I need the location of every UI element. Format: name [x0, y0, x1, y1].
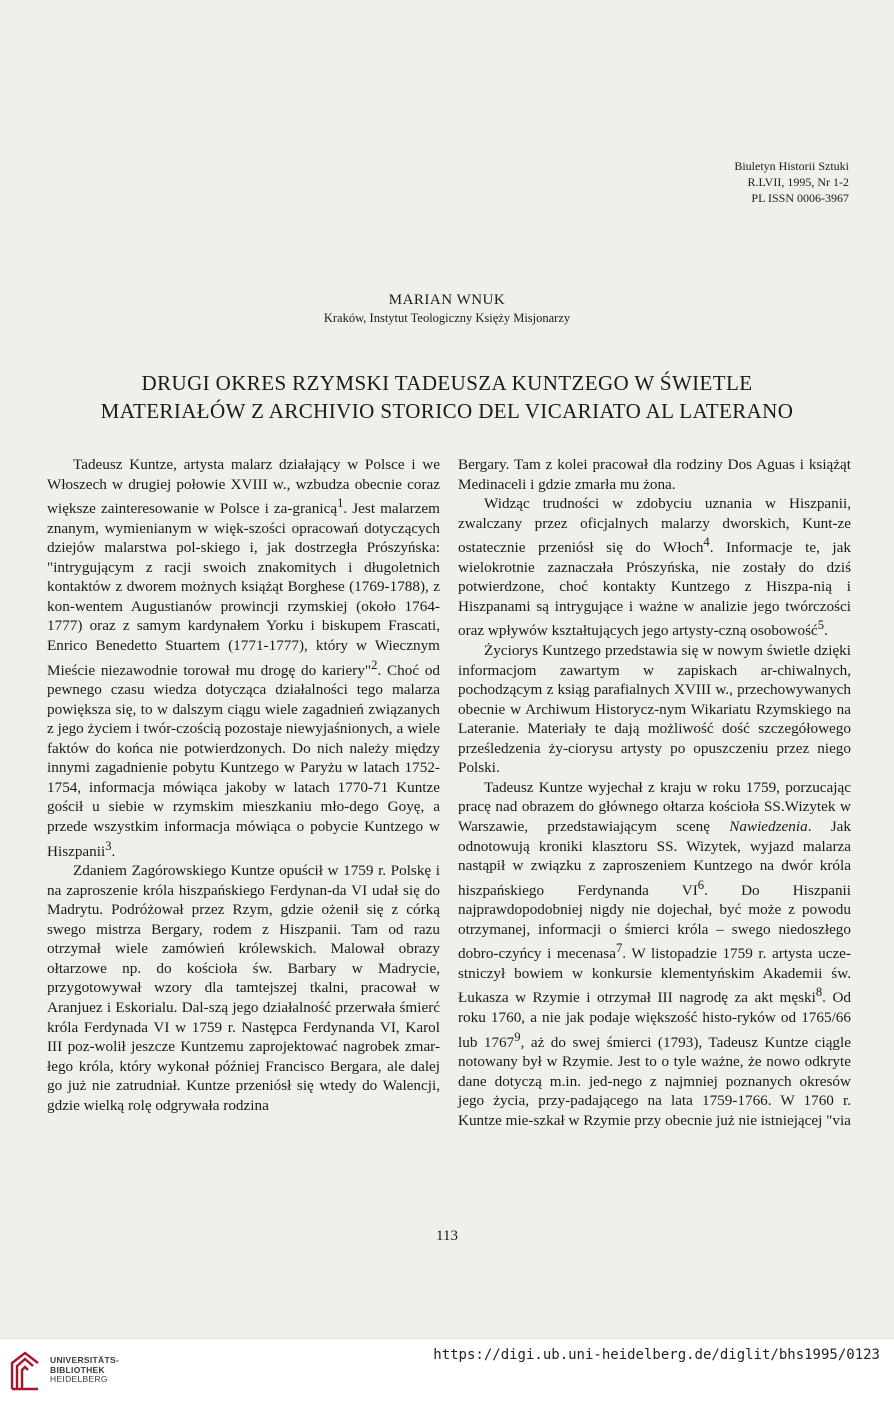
logo-line: UNIVERSITÄTS-: [50, 1355, 120, 1365]
journal-volume: R.LVII, 1995, Nr 1-2: [747, 175, 849, 189]
title-line-2: MATERIAŁÓW Z ARCHIVIO STORICO DEL VICARIATO AL LATERANO: [100, 399, 794, 423]
author-affiliation: Kraków, Instytut Teologiczny Księży Misjonarzy: [323, 311, 571, 325]
journal-info: [649, 158, 849, 206]
text-run: . Informacje te, jak wielokrotnie zaznaczała Prószyńska, nie zostały do dziś potwierdzone, choć kontakty Kuntzego z Hiszpa-nią i Hiszpanami są intrygujące i ważne w analizie jego twórczości oraz wpływów kształtujących jego artysty-czną osobowość: [458, 539, 851, 640]
journal-name: Biuletyn Historii Sztuki: [734, 159, 849, 173]
text-run: , aż do swej śmierci (1793), Tadeusz Kuntze ciągle notowany był w Rzymie. Jest to o tyle ważne, że nowo odkryte dane dotyczą m.in. jed-nego z najmniej poznanych okresów jego życia, przy-padającego na lata 1759-1766. W 1760 r. Kuntze mie-szkał w Rzymie przy obecnie już nie istniejącej "via: [458, 1033, 851, 1129]
italic-term: Nawiedzenia: [729, 817, 808, 835]
article-title: [60, 369, 834, 425]
title-line-1: DRUGI OKRES RZYMSKI TADEUSZA KUNTZEGO W ŚWIETLE: [141, 371, 753, 395]
paragraph: Bergary. Tam z kolei pracował dla rodziny Dos Aguas i książąt Medinaceli i gdzie zmarła mu żona.: [458, 456, 851, 493]
paragraph: Zdaniem Zagórowskiego Kuntze opuścił w 1759 r. Polskę i na zaproszenie króla hiszpańskiego Ferdynan-da VI udał się do Madrytu. Podróżował przez Rzym, gdzie ożenił się z córką swego mistrza Bergary, rodem z Hiszpanii. Tam od razu otrzymał wiele zamówień królewskich. Malował obrazy ołtarzowe np. do kościoła św. Barbary w Madrycie, przygotowywał wzory dla tamtejszej tkalni, pracował w Aranjuez i Eskorialu. Dal-szą jego działalność przerwała śmierć króla Ferdynada VI w 1759 r. Następca Ferdynanda VI, Karol III poz-wolił jeszcze Kuntzemu zaprojektować nagrobek zmar-łego króla, który wykonał później Francisco Bergara, ale dalej go już nie zatrudniał. Kuntze przeniósł się wtedy do Walencji, gdzie wielką rolę odgrywała rodzina: [47, 862, 440, 1114]
university-library-logo-icon[interactable]: [8, 1349, 42, 1393]
page-number: 113: [436, 1228, 458, 1244]
text-run: . Jak odnotowują kroniki klasztoru SS. Wizytek, wyjazd malarza nastąpił w związku z zaproszeniem Kuntzego na dwór króla hiszpańskiego Ferdynanda VI: [458, 817, 851, 899]
footnote-ref: 6: [697, 877, 705, 892]
left-column: [47, 455, 440, 1115]
text-run: . Od roku 1760, a nie jak podaje większość histo-ryków od 1765/66 lub 1767: [458, 989, 852, 1051]
text-run: .: [111, 842, 116, 860]
footnote-ref: 7: [615, 941, 623, 956]
footnote-ref: 1: [337, 496, 344, 511]
text-run: . W listopadzie 1759 r. artysta ucze-stniczył bowiem w konkursie klementyńskim Akademii św. Łukasza w Rzymie i otrzymał III nagrodę za akt męski: [458, 945, 851, 1007]
permalink-url[interactable]: https://digi.ub.uni-heidelberg.de/diglit/bhs1995/0123: [433, 1347, 880, 1363]
logo-line: BIBLIOTHEK: [50, 1364, 105, 1375]
text-run: Widząc trudności w zdobyciu uznania w Hiszpanii, zwalczany przez oficjalnych malarzy dworskich, Kunt-ze ostatecznie przeniósł się do Włoch: [458, 495, 851, 557]
text-run: .: [824, 622, 828, 640]
text-run: . Choć od pewnego czasu wiedza dotycząca działalności tego malarza powiększa się, to w dalszym ciągu wiele zagadnień związanych z jego życiem i twór-czością pozostaje niewyjaśnionych, a wiele faktów do końca nie potwierdzonych. Do nich należy między innymi zagadnienie pobytu Kuntzego w Paryżu w latach 1752-1754, informacja mówiąca jakoby w latach 1770-71 Kuntze gościł u siebie w rzymskim mieszkaniu mło-dego Goyę, a przede wszystkim informacja mówiąca o pobycie Kuntzego w Hiszpanii: [47, 661, 441, 860]
logo-line: HEIDELBERG: [50, 1374, 108, 1384]
author-name: MARIAN WNUK: [388, 292, 506, 308]
author-block: [0, 290, 894, 326]
text-run: . Do Hiszpanii najprawdopodobniej nigdy nie dojechał, być może z powodu otrzymanej, informacji o śmierci króla – swego niedoszłego dobro-czyńcy i mecenasa: [458, 881, 851, 963]
right-column: [458, 455, 851, 1130]
footnote-ref: 3: [105, 838, 112, 853]
footnote-ref: 5: [817, 618, 825, 633]
footnote-ref: 4: [703, 535, 710, 550]
viewer-footer: [0, 1338, 894, 1403]
footnote-ref: 2: [371, 657, 378, 672]
footnote-ref: 9: [514, 1029, 521, 1044]
library-logo-text[interactable]: [50, 1356, 119, 1385]
journal-issn: PL ISSN 0006-3967: [751, 191, 849, 205]
text-run: Tadeusz Kuntze, artysta malarz działający w Polsce i we Włoszech w drugiej połowie XVIII w., wzbudza obecnie coraz większe zainteresowanie w Polsce i za-granicą: [47, 456, 440, 518]
paragraph: [458, 778, 851, 1131]
paragraph: [47, 455, 440, 861]
text-run: . Jest malarzem znanym, wymienianym w więk-szości opracowań dotyczących dziejów malarstwa pol-skiego i, jak dostrzegła Prószyńska: "intrygującym z racji swoich znakomitych i długoletnich kontaktów z dworem możnych książąt Borghese (1769-1788), z kon-wentem Augustianów prowincji rzymskiej (około 1764-1777) oraz z samym kardynałem Yorku i biskupem Frascati, Enrico Benedetto Stuartem (1771-1777), który w Wiecznym Mieście niezawodnie torował mu drogę do kariery": [47, 500, 440, 679]
footnote-ref: 8: [815, 985, 823, 1000]
paragraph: [458, 494, 851, 641]
text-run: Tadeusz Kuntze wyjechał z kraju w roku 1759, porzucając pracę nad obrazem do głównego ołtarza kościoła SS.Wizytek w Warszawie, przedstawiającym scenę: [458, 778, 851, 835]
paragraph: Życiorys Kuntzego przedstawia się w nowym świetle dzięki informacjom zawartym w zapiskach ar-chiwalnych, pochodzącym z ksiąg parafialnych XVIII w., przechowywanych obecnie w Archiwum Historycz-nym Wikariatu Rzymskiego na Lateranie. Materiały te dają możliwość dość szczegółowego prześledzenia ży-ciorysu artysty po opuszczeniu przez niego Polski.: [458, 642, 851, 777]
